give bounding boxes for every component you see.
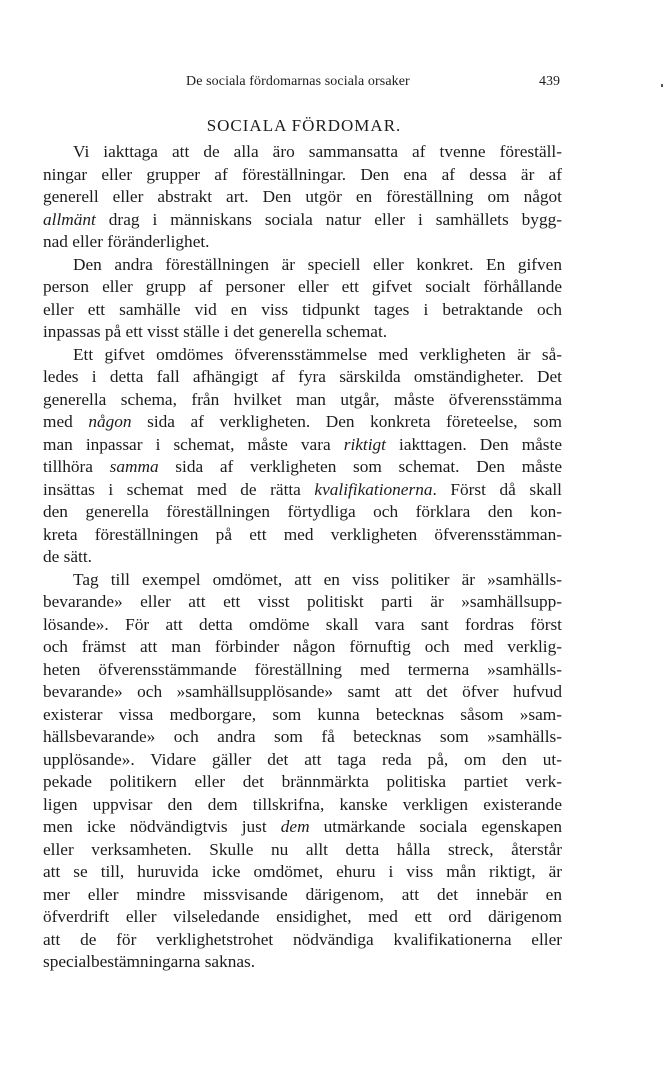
- text-line: [43, 344, 562, 367]
- text-line: [43, 771, 562, 794]
- text-run: insättas i schemat med de rätta: [43, 479, 315, 499]
- text-run: upplösande». Vidare gäller det att taga reda på, om den ut-: [43, 749, 562, 769]
- text-line: [43, 209, 562, 232]
- text-run: sida af verkligheten som schemat. Den måste: [158, 457, 562, 476]
- emphasis: någon: [88, 412, 132, 431]
- text-run: specialbestämningarna saknas.: [43, 952, 256, 971]
- text-run: lösande». För att detta omdöme skall vara sant fordras först: [43, 614, 562, 634]
- paragraph: [43, 344, 562, 569]
- text-run: . Först då skall: [432, 479, 562, 499]
- text-run: eller ett samhälle vid en viss tidpunkt tages i betraktande och: [43, 299, 562, 319]
- text-line: [43, 321, 562, 344]
- text-run: den generella föreställningen förtydliga och förklara den kon-: [43, 502, 562, 521]
- text-run: öfverdrift eller vilseledande ensidighet, med ett ord därigenom: [43, 907, 562, 926]
- text-run: heten öfverensstämmande föreställning med termerna »samhälls-: [43, 659, 562, 679]
- paragraph: [43, 141, 562, 254]
- text-run: ligen uppvisar den dem tillskrifna, kanske verkligen existerande: [43, 794, 562, 814]
- text-run: bevarande» och »samhällsupplösande» samt att det öfver hufvud: [43, 682, 562, 701]
- text-line: [43, 704, 562, 727]
- text-run: de sätt.: [43, 547, 92, 566]
- section-title: SOCIALA FÖRDOMAR.: [206, 116, 402, 135]
- emphasis: kvalifikationerna: [314, 479, 433, 499]
- text-line: [43, 884, 562, 907]
- text-run: med: [43, 412, 89, 431]
- text-line: [43, 141, 562, 164]
- text-line: [43, 951, 562, 974]
- text-line: [43, 546, 562, 569]
- running-head: De sociala fördomarnas sociala orsaker: [186, 74, 410, 89]
- text-line: [43, 411, 562, 434]
- page-number: 439: [539, 74, 560, 89]
- text-run: eller verksamheten. Skulle nu allt detta hålla streck, återstår: [43, 839, 562, 859]
- text-run: Ett gifvet omdömes öfverensstämmelse med verkligheten är så-: [73, 344, 562, 364]
- emphasis: riktigt: [343, 434, 386, 454]
- text-run: att de för verklighetstrohet nödvändiga kvalifikationerna eller: [43, 929, 562, 949]
- text-run: ledes i detta fall afhängigt af fyra särskilda omständigheter. Det: [43, 367, 562, 386]
- body-text: [43, 141, 562, 974]
- text-line: [43, 231, 562, 254]
- text-line: [43, 501, 562, 524]
- text-run: Vi iakttaga att de alla äro sammansatta af tvenne föreställ-: [73, 142, 562, 161]
- emphasis: samma: [109, 457, 159, 476]
- text-line: [43, 434, 562, 457]
- text-run: existerar vissa medborgare, som kunna betecknas såsom »sam-: [43, 704, 562, 724]
- text-line: [43, 389, 562, 412]
- text-line: [43, 299, 562, 322]
- text-line: [43, 794, 562, 817]
- text-line: [43, 276, 562, 299]
- text-run: Tag till exempel omdömet, att en viss politiker är »samhälls-: [73, 569, 562, 589]
- text-run: bevarande» eller att ett visst politiskt parti är »samhällsupp-: [43, 592, 562, 611]
- text-line: [43, 186, 562, 209]
- text-run: att se till, huruvida icke omdömet, ehuru i viss mån riktigt, är: [43, 862, 562, 881]
- emphasis: dem: [280, 817, 310, 836]
- text-run: inpassas på ett visst ställe i det generella schemat.: [43, 322, 388, 341]
- text-run: tillhöra: [43, 457, 110, 476]
- text-run: sida af verkligheten. Den konkreta företeelse, som: [131, 412, 563, 431]
- text-run: och främst att man förbinder någon förnuftig och med verklig-: [43, 637, 562, 656]
- text-line: [43, 366, 562, 389]
- text-run: hällsbevarande» och andra som få betecknas som »samhälls-: [43, 727, 562, 746]
- text-line: [43, 524, 562, 547]
- text-run: mer eller mindre missvisande därigenom, att det innebär en: [43, 884, 562, 904]
- text-run: drag i människans sociala natur eller i samhällets bygg-: [95, 209, 562, 229]
- text-line: [43, 726, 562, 749]
- emphasis: allmänt: [43, 209, 96, 229]
- text-run: Den andra föreställningen är speciell eller konkret. En gifven: [73, 254, 562, 274]
- text-line: [43, 681, 562, 704]
- text-run: man inpassar i schemat, måste vara: [43, 434, 344, 454]
- text-run: nad eller föränderlighet.: [43, 232, 210, 251]
- text-line: [43, 659, 562, 682]
- text-run: generella schema, från hvilket man utgår, måste öfverensstämma: [43, 389, 562, 409]
- scan-edge-mark: [661, 84, 663, 87]
- paragraph: [43, 569, 562, 974]
- text-line: [43, 254, 562, 277]
- text-line: [43, 861, 562, 884]
- text-line: [43, 164, 562, 187]
- text-line: [43, 636, 562, 659]
- text-run: generell eller abstrakt art. Den utgör en föreställning om något: [43, 187, 562, 206]
- text-line: [43, 929, 562, 952]
- text-line: [43, 591, 562, 614]
- text-line: [43, 479, 562, 502]
- text-run: pekade politikern eller det brännmärkta politiska partiet verk-: [43, 772, 562, 791]
- text-run: iakttagen. Den måste: [385, 434, 562, 454]
- text-run: ningar eller grupper af föreställningar. Den ena af dessa är af: [43, 164, 562, 184]
- text-run: men icke nödvändigtvis just: [43, 817, 281, 836]
- text-run: utmärkande sociala egenskapen: [309, 817, 562, 836]
- text-line: [43, 906, 562, 929]
- text-line: [43, 816, 562, 839]
- page-header: [0, 74, 664, 94]
- text-run: person eller grupp af personer eller ett gifvet socialt förhållande: [43, 277, 562, 296]
- text-run: kreta föreställningen på ett med verkligheten öfverensstämman-: [43, 524, 562, 544]
- text-line: [43, 839, 562, 862]
- text-line: [43, 749, 562, 772]
- text-line: [43, 456, 562, 479]
- paragraph: [43, 254, 562, 344]
- text-line: [43, 569, 562, 592]
- text-line: [43, 614, 562, 637]
